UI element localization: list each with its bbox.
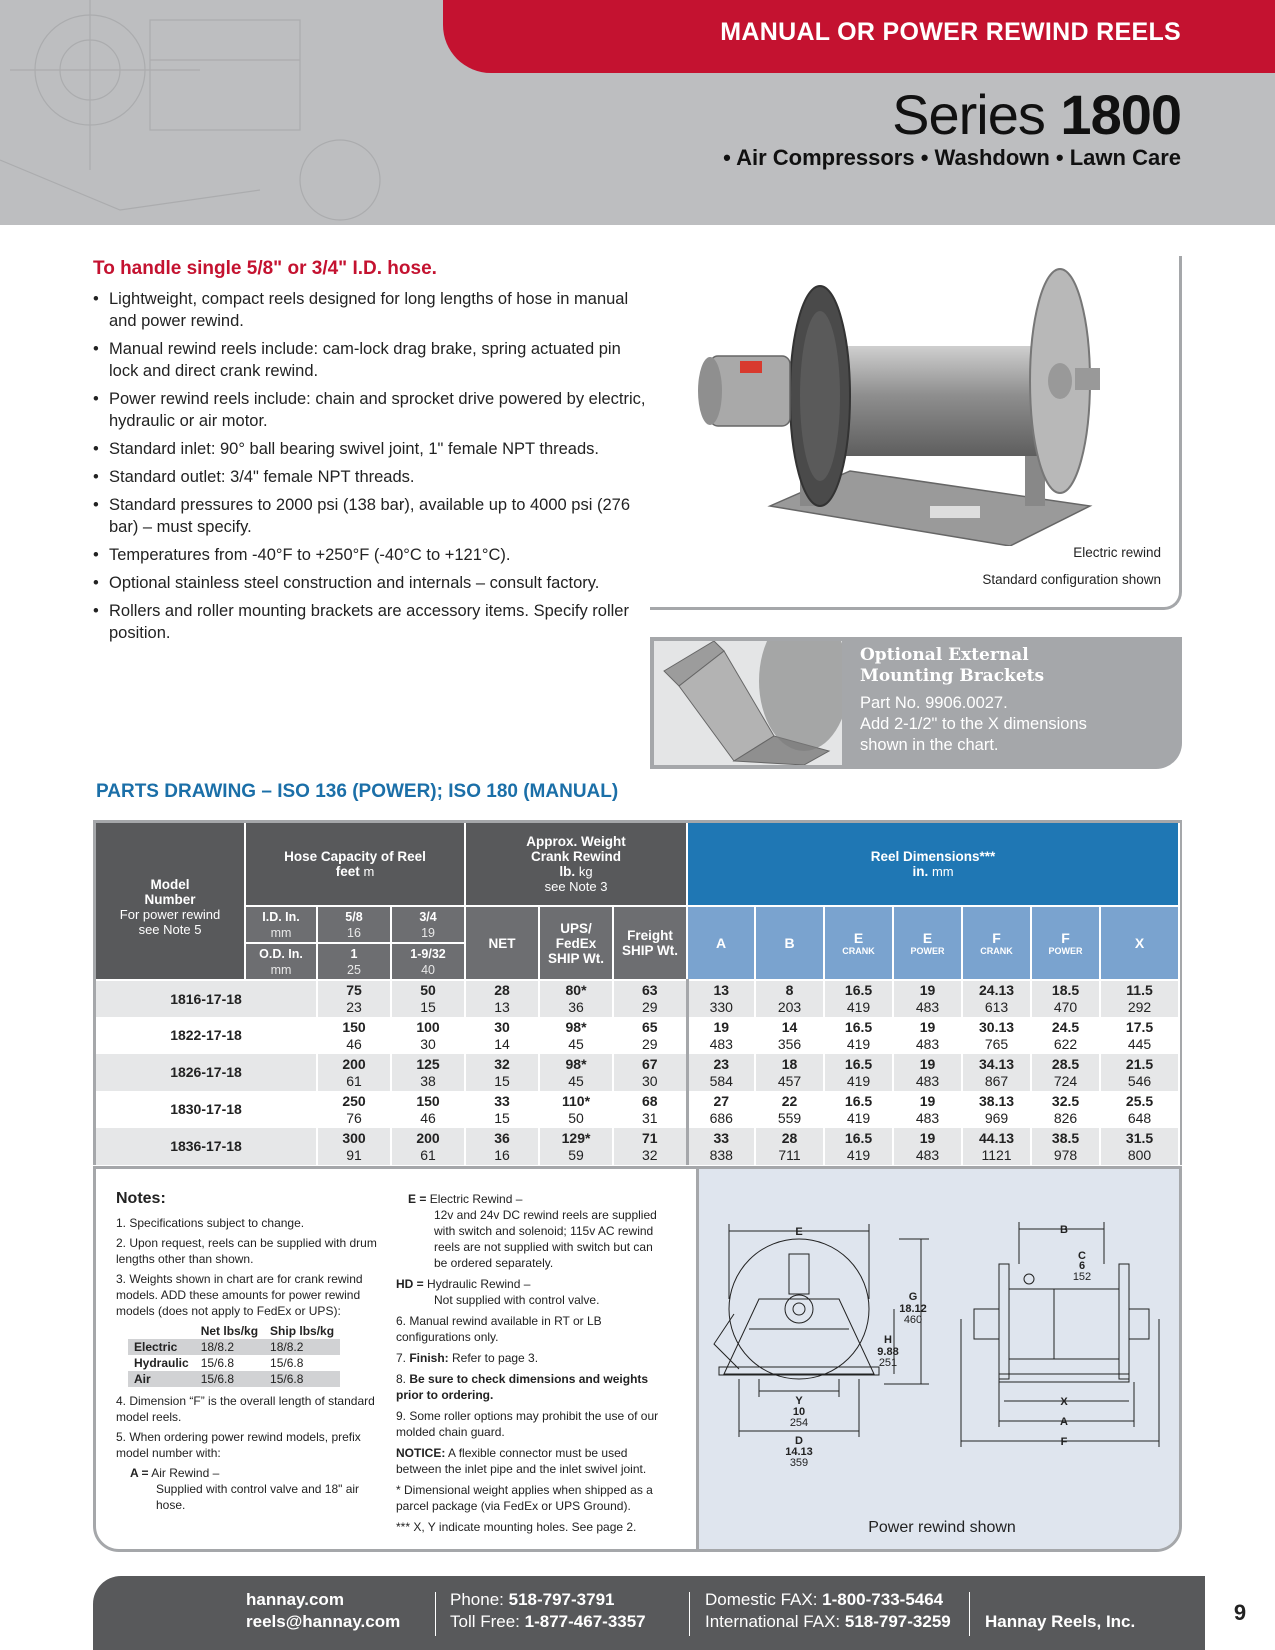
table-cell: 33 838 (687, 1128, 755, 1165)
table-cell: 36 16 (465, 1128, 539, 1165)
table-cell: 44.13 1121 (962, 1128, 1031, 1165)
toll-free-number[interactable]: 1-877-467-3357 (524, 1612, 646, 1631)
table-cell: 18.5 470 (1031, 980, 1100, 1017)
dim-e-label: E (795, 1226, 803, 1238)
phone-number[interactable]: 518-797-3791 (508, 1590, 615, 1609)
table-cell: 200 61 (391, 1128, 465, 1165)
brackets-text: Part No. 9906.0027. Add 2-1/2" to the X dimensions shown in the chart. (860, 694, 1087, 754)
model-number: 1830-17-18 (96, 1091, 317, 1128)
model-number: 1836-17-18 (96, 1128, 317, 1165)
spec-table-wrapper (93, 820, 1182, 1165)
note-9: 9. Some roller options may prohibit the use of our molded chain guard. (396, 1409, 659, 1439)
spec-table (96, 823, 1180, 1165)
table-cell: 19 483 (687, 1017, 755, 1054)
dim-f-label: F (1060, 1436, 1068, 1448)
international-fax: 518-797-3259 (844, 1612, 951, 1631)
dim-c-label: C (1078, 1250, 1086, 1262)
feature-item: • Optional stainless steel construction and internals – consult factory. (93, 572, 653, 594)
feature-item: • Rollers and roller mounting brackets are accessory items. Specify roller position. (93, 600, 653, 644)
reel-dimension-drawing (696, 1169, 1182, 1552)
feature-item: • Manual rewind reels include: cam-lock drag brake, spring actuated pin lock and direct crank rewind. (93, 338, 653, 382)
freight-header: Freight SHIP Wt. (613, 906, 687, 980)
table-cell: 150 46 (317, 1017, 391, 1054)
dim-col-f-power: F POWER (1031, 906, 1100, 980)
table-cell: 28 13 (465, 980, 539, 1017)
table-cell: 17.5 445 (1100, 1017, 1179, 1054)
weight-row: Air 15/6.8 15/6.8 (128, 1371, 340, 1387)
note-5: 5. When ordering power rewind models, prefix model number with: (116, 1430, 361, 1460)
note-5e: E = Electric Rewind – 12v and 24v DC rewind reels are supplied with switch and solenoid; 115v AC rewind reels are not supplied with switch but can be ordered separately. (408, 1192, 657, 1270)
bracket-photo (654, 641, 842, 765)
spec-table-body (96, 980, 1179, 1165)
note-5a: A = Air Rewind – Supplied with control valve and 18" air hose. (130, 1466, 360, 1512)
model-header: Model Number For power rewind see Note 5 (96, 823, 245, 980)
page-footer: hannay.com reels@hannay.com Phone: 518-797-3791 Toll Free: 1-877-467-3357 Domestic FAX: 1-800-733-5464 International FAX: 518-797-3259 Hannay Reels, Inc. (93, 1576, 1205, 1650)
dim-y-mm: 254 (789, 1417, 809, 1429)
ups-header: UPS/ FedEx SHIP Wt. (539, 906, 613, 980)
company-name: Hannay Reels, Inc. (985, 1612, 1136, 1631)
page-header (0, 0, 1275, 225)
note-7: 7. Finish: Refer to page 3. (396, 1351, 539, 1365)
weight-header: Approx. Weight Crank Rewind lb. kg see Note 3 (465, 823, 687, 906)
brackets-title: Optional External Mounting Brackets (860, 645, 1045, 686)
photo-caption-1: Electric rewind (1073, 545, 1161, 560)
note-5hd: HD = Hydraulic Rewind – Not supplied with control valve. (396, 1277, 600, 1307)
table-cell: 150 46 (391, 1091, 465, 1128)
dim-g-in: 18.12 (899, 1303, 927, 1315)
feature-item: • Standard pressures to 2000 psi (138 bar), available up to 4000 psi (276 bar) – must specify. (93, 494, 653, 538)
dim-h-in: 9.88 (877, 1346, 899, 1358)
table-cell: 68 31 (613, 1091, 687, 1128)
table-cell: 63 29 (613, 980, 687, 1017)
table-cell: 129* 59 (539, 1128, 613, 1165)
table-cell: 19 483 (893, 1054, 962, 1091)
dim-col-x: X (1100, 906, 1179, 980)
intro-title: To handle single 5/8" or 3/4" I.D. hose. (93, 258, 437, 279)
table-cell: 24.13 613 (962, 980, 1031, 1017)
note-1: 1. Specifications subject to change. (116, 1216, 305, 1230)
table-cell: 67 30 (613, 1054, 687, 1091)
dim-d-label: D (795, 1435, 803, 1447)
table-cell: 50 15 (391, 980, 465, 1017)
mounting-brackets-box (650, 637, 1182, 769)
dim-h-mm: 251 (878, 1357, 898, 1369)
notes-and-drawing-panel (93, 1166, 1182, 1552)
table-cell: 34.13 867 (962, 1054, 1031, 1091)
id-58: 5/8 16 (317, 906, 391, 943)
note-triple-star: *** X, Y indicate mounting holes. See page 2. (396, 1520, 637, 1534)
table-cell: 19 483 (893, 980, 962, 1017)
table-cell: 16.5 419 (824, 1054, 893, 1091)
feature-item: • Lightweight, compact reels designed for long lengths of hose in manual and power rewind. (93, 288, 653, 332)
dim-g-mm: 460 (903, 1314, 923, 1326)
table-row (96, 1017, 1179, 1054)
table-cell: 16.5 419 (824, 1091, 893, 1128)
id-label: I.D. In. mm (245, 906, 317, 943)
photo-caption-2: Standard configuration shown (982, 572, 1161, 587)
note-6: 6. Manual rewind available in RT or LB configurations only. (396, 1314, 602, 1344)
reel-dimensions-header: Reel Dimensions*** in. mm (687, 823, 1179, 906)
table-cell: 71 32 (613, 1128, 687, 1165)
weight-row: Hydraulic 15/6.8 15/6.8 (134, 1356, 304, 1370)
table-cell: 33 15 (465, 1091, 539, 1128)
dim-col-e-power: E POWER (893, 906, 962, 980)
dim-col-f-crank: F CRANK (962, 906, 1031, 980)
table-cell: 16.5 419 (824, 1017, 893, 1054)
table-cell: 250 76 (317, 1091, 391, 1128)
net-header: NET (465, 906, 539, 980)
table-cell: 24.5 622 (1031, 1017, 1100, 1054)
dim-a-label: A (1060, 1416, 1068, 1428)
table-cell: 300 91 (317, 1128, 391, 1165)
email-link[interactable]: reels@hannay.com (246, 1612, 401, 1631)
table-cell: 30.13 765 (962, 1017, 1031, 1054)
notice: NOTICE: A flexible connector must be used between the inlet pipe and the inlet swivel joint. (396, 1446, 647, 1476)
table-cell: 125 38 (391, 1054, 465, 1091)
table-cell: 19 483 (893, 1017, 962, 1054)
footer-divider (435, 1592, 436, 1636)
notes-column-middle (396, 1191, 666, 1540)
dim-d-in: 14.13 (785, 1446, 813, 1458)
model-number: 1816-17-18 (96, 980, 317, 1017)
dim-y-in: 10 (792, 1406, 806, 1418)
notes-title: Notes: (116, 1190, 166, 1207)
table-cell: 25.5 648 (1100, 1091, 1179, 1128)
dim-col-a: A (687, 906, 755, 980)
dim-h-label: H (884, 1334, 892, 1346)
blueprint-background (0, 0, 400, 225)
feature-list (93, 288, 653, 650)
table-cell: 21.5 546 (1100, 1054, 1179, 1091)
feature-item: • Power rewind reels include: chain and sprocket drive powered by electric, hydraulic or air motor. (93, 388, 653, 432)
dim-col-b: B (755, 906, 824, 980)
od-1: 1 25 (317, 943, 391, 980)
feature-item: • Standard outlet: 3/4" female NPT threads. (93, 466, 653, 488)
table-cell: 19 483 (893, 1091, 962, 1128)
drawing-caption: Power rewind shown (868, 1519, 1016, 1536)
feature-item: • Temperatures from -40°F to +250°F (-40°C to +121°C). (93, 544, 653, 566)
od-2: 1-9/32 40 (391, 943, 465, 980)
dim-b-label: B (1060, 1224, 1068, 1236)
table-cell: 14 356 (755, 1017, 824, 1054)
id-34: 3/4 19 (391, 906, 465, 943)
table-cell: 31.5 800 (1100, 1128, 1179, 1165)
parts-drawing-heading: PARTS DRAWING – ISO 136 (POWER); ISO 180 (MANUAL) (96, 781, 619, 802)
table-cell: 28 711 (755, 1128, 824, 1165)
weight-row: Electric 18/8.2 18/8.2 (128, 1339, 340, 1355)
table-cell: 16.5 419 (824, 1128, 893, 1165)
notes-column-left (116, 1191, 386, 1517)
series-number: 1800 (1060, 83, 1181, 146)
note-8: 8. Be sure to check dimensions and weights prior to ordering. (396, 1372, 649, 1402)
note-3: 3. Weights shown in chart are for crank rewind models. ADD these amounts for power rewind models (does not apply to FedEx or UPS): (116, 1272, 363, 1318)
table-row (96, 980, 1179, 1017)
table-cell: 110* 50 (539, 1091, 613, 1128)
table-cell: 65 29 (613, 1017, 687, 1054)
series-title (892, 82, 1181, 147)
website-link[interactable]: hannay.com (246, 1590, 344, 1609)
table-cell: 38.13 969 (962, 1091, 1031, 1128)
table-cell: 32.5 826 (1031, 1091, 1100, 1128)
series-word: Series (892, 83, 1045, 146)
dim-c-in: 6 (1078, 1260, 1086, 1272)
table-row (96, 1091, 1179, 1128)
note-star: * Dimensional weight applies when shipped as a parcel package (via FedEx or UPS Ground). (396, 1483, 653, 1513)
table-row (96, 1054, 1179, 1091)
table-cell: 22 559 (755, 1091, 824, 1128)
table-cell: 23 584 (687, 1054, 755, 1091)
table-cell: 27 686 (687, 1091, 755, 1128)
table-cell: 28.5 724 (1031, 1054, 1100, 1091)
table-cell: 38.5 978 (1031, 1128, 1100, 1165)
footer-divider (689, 1592, 690, 1636)
table-cell: 32 15 (465, 1054, 539, 1091)
applications: • Air Compressors • Washdown • Lawn Care (723, 145, 1181, 170)
model-number: 1826-17-18 (96, 1054, 317, 1091)
table-cell: 30 14 (465, 1017, 539, 1054)
dim-g-label: G (908, 1291, 918, 1303)
hose-capacity-header: Hose Capacity of Reel feet m (245, 823, 465, 906)
domestic-fax: 1-800-733-5464 (822, 1590, 944, 1609)
table-cell: 13 330 (687, 980, 755, 1017)
table-cell: 80* 36 (539, 980, 613, 1017)
banner-text: MANUAL OR POWER REWIND REELS (720, 18, 1181, 46)
dim-d-mm: 359 (789, 1457, 809, 1469)
table-cell: 11.5 292 (1100, 980, 1179, 1017)
title-banner (443, 0, 1275, 73)
note-2: 2. Upon request, reels can be supplied with drum lengths other than shown. (116, 1236, 377, 1266)
hose-reel-image (680, 256, 1150, 546)
table-cell: 19 483 (893, 1128, 962, 1165)
product-photo-box (650, 256, 1182, 610)
table-cell: 100 30 (391, 1017, 465, 1054)
power-weight-table: Net lbs/kg Ship lbs/kg Electric 18/8.2 18/8.2 Hydraulic 15/6.8 15/6.8 Air 15/6.8 15/6.8 (128, 1323, 340, 1387)
table-cell: 75 23 (317, 980, 391, 1017)
dim-y-label: Y (795, 1395, 803, 1407)
footer-divider (969, 1592, 970, 1636)
table-cell: 18 457 (755, 1054, 824, 1091)
table-cell: 16.5 419 (824, 980, 893, 1017)
dim-col-e-crank: E CRANK (824, 906, 893, 980)
table-cell: 98* 45 (539, 1054, 613, 1091)
feature-item: • Standard inlet: 90° ball bearing swivel joint, 1" female NPT threads. (93, 438, 653, 460)
dim-x-label: X (1060, 1396, 1068, 1408)
table-cell: 98* 45 (539, 1017, 613, 1054)
od-label: O.D. In. mm (245, 943, 317, 980)
dim-c-mm: 152 (1072, 1271, 1092, 1283)
table-row (96, 1128, 1179, 1165)
page-number: 9 (1205, 1576, 1275, 1650)
note-4: 4. Dimension “F” is the overall length of standard model reels. (116, 1394, 375, 1424)
model-number: 1822-17-18 (96, 1017, 317, 1054)
table-cell: 8 203 (755, 980, 824, 1017)
table-cell: 200 61 (317, 1054, 391, 1091)
